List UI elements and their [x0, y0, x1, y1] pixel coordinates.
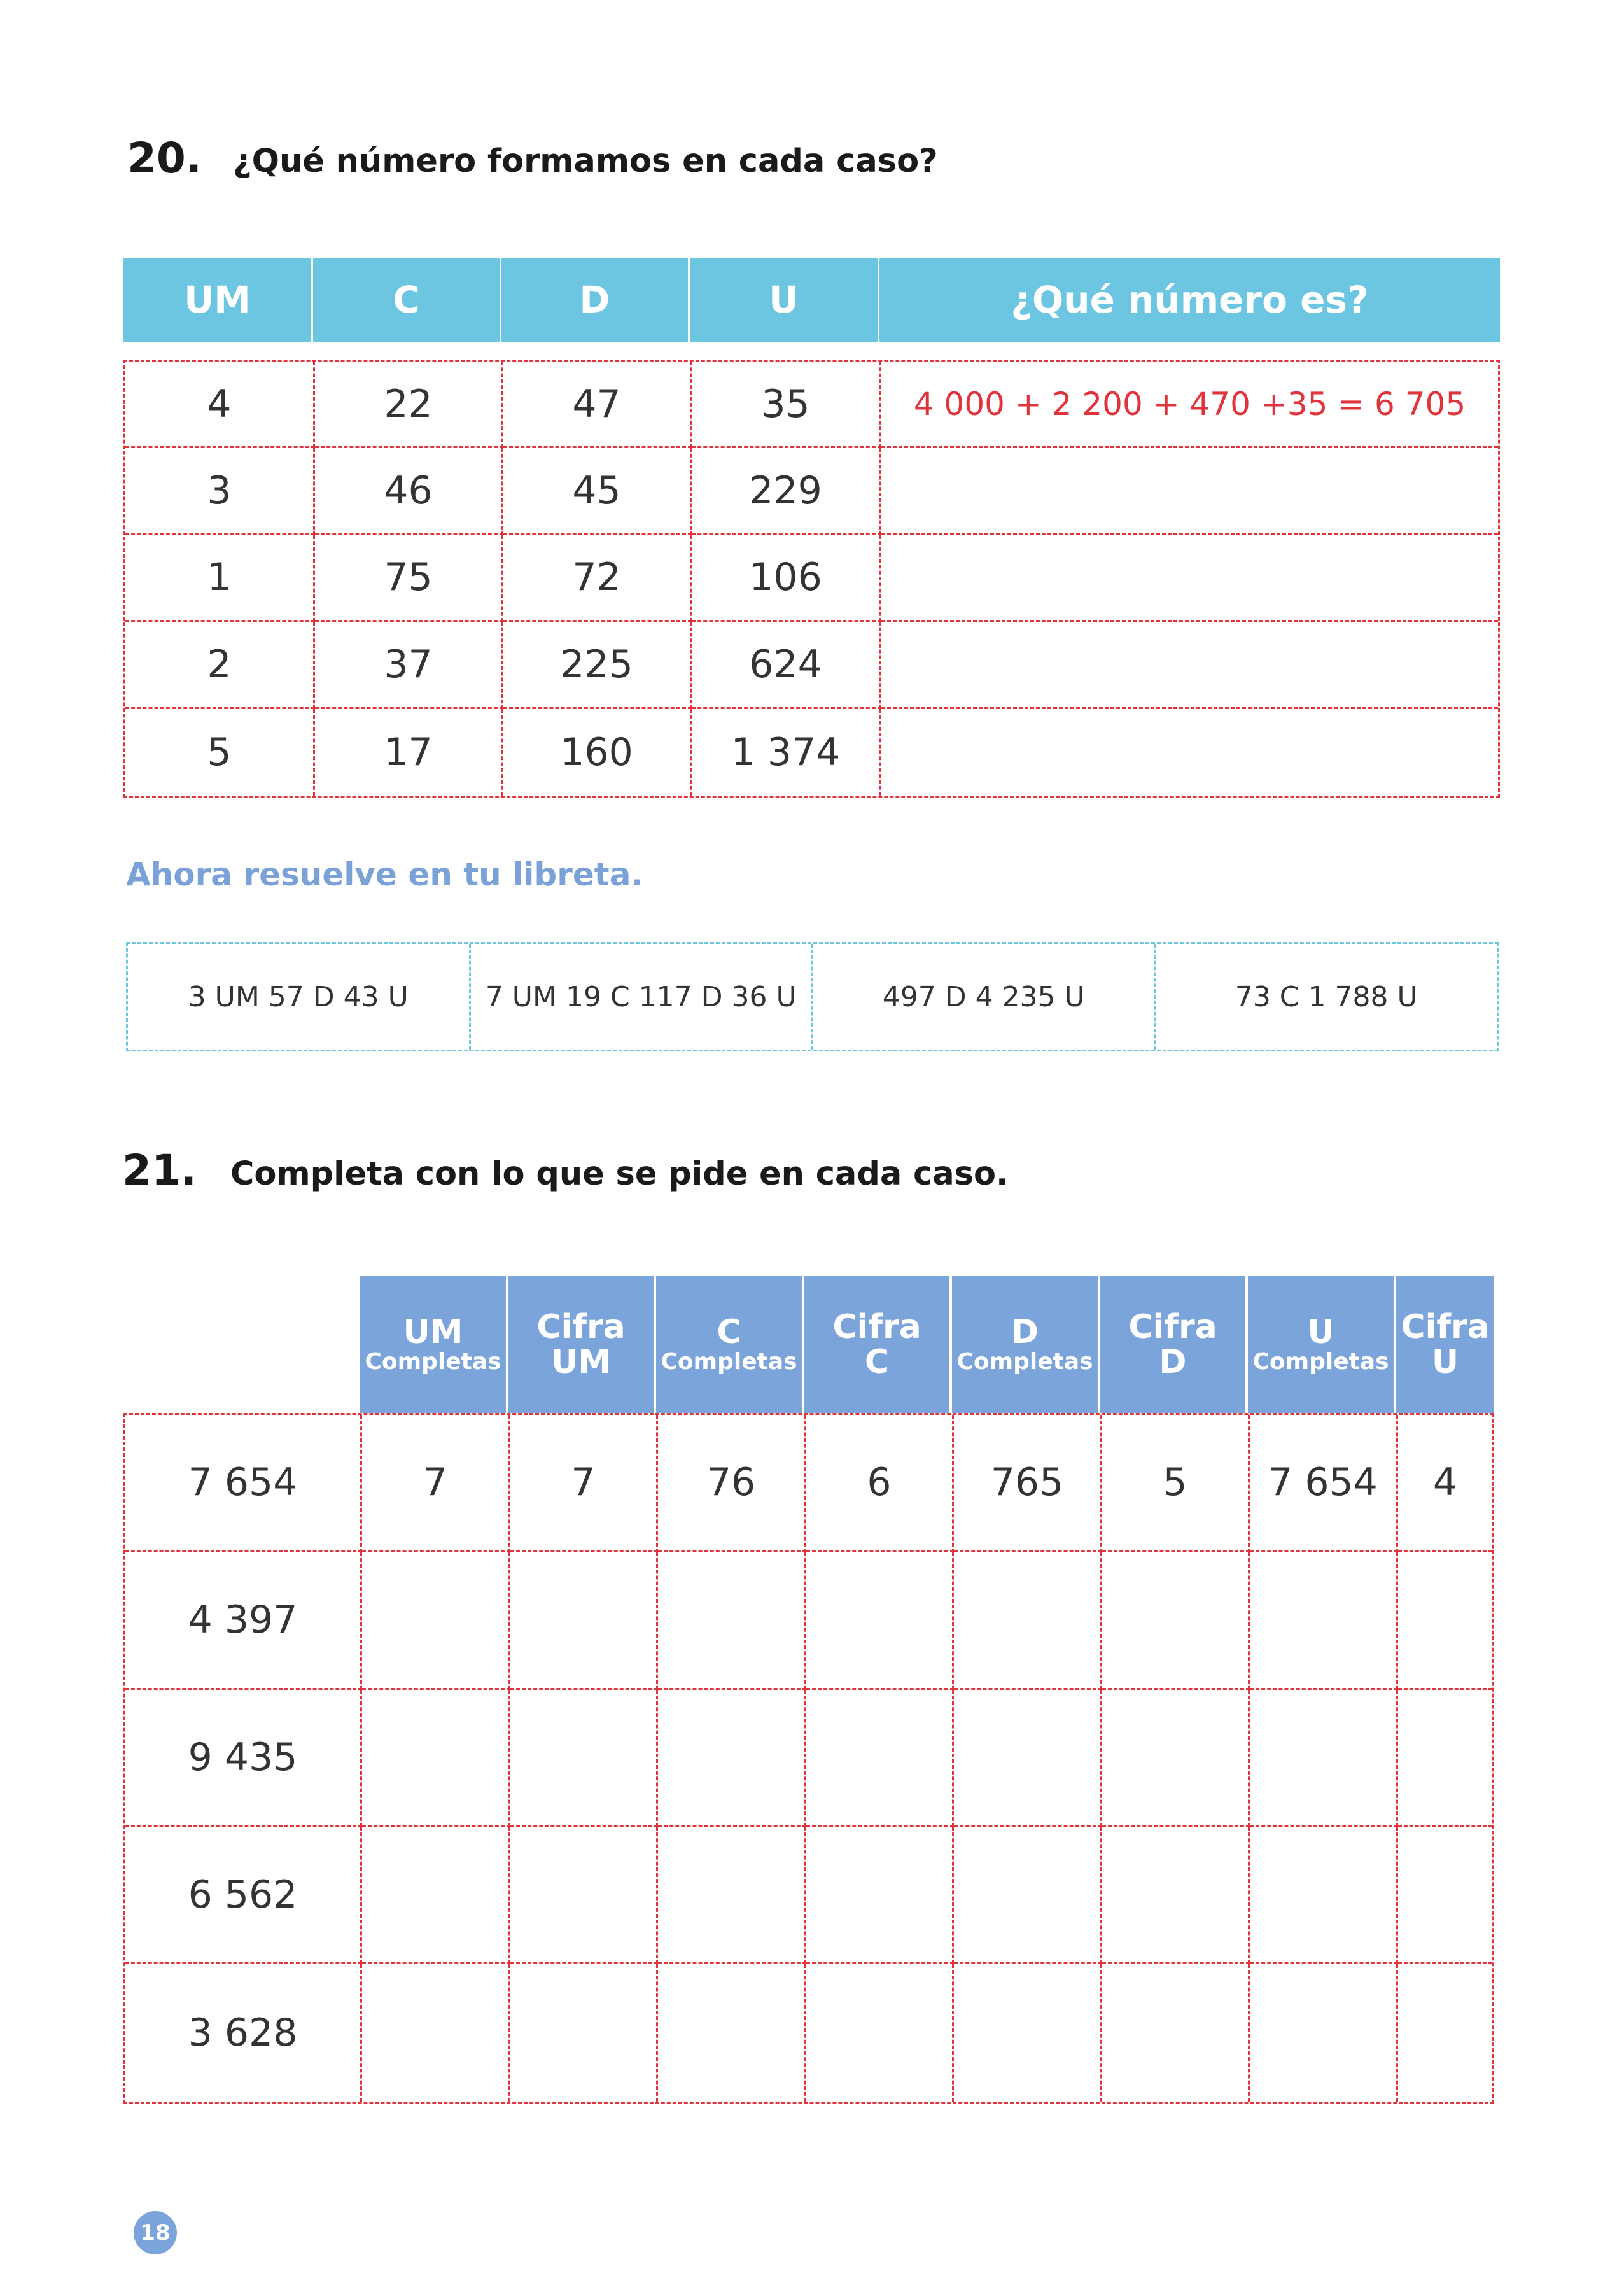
answer-cell[interactable]: 4 000 + 2 200 + 470 +35 = 6 705	[881, 362, 1498, 448]
answer-cell[interactable]: 7	[362, 1415, 510, 1552]
notebook-item: 497 D 4 235 U	[813, 944, 1156, 1050]
table-cell: 75	[315, 535, 503, 622]
table-cell: 22	[315, 362, 503, 448]
exercise-20-table	[123, 360, 1500, 798]
answer-cell[interactable]	[1250, 1964, 1398, 2102]
table-cell: 37	[315, 622, 503, 708]
answer-cell[interactable]	[881, 622, 1498, 708]
answer-cell[interactable]	[1250, 1827, 1398, 1964]
table-cell: 35	[692, 362, 881, 448]
table-cell: 1	[125, 535, 315, 622]
table-cell: 160	[503, 709, 692, 796]
header-u: U	[690, 258, 879, 342]
exercise-21-prompt: Completa con lo que se pide en cada caso.	[230, 1155, 1009, 1193]
header-d-completas: D Completas	[952, 1276, 1098, 1413]
answer-cell[interactable]	[1102, 1827, 1250, 1964]
answer-cell[interactable]	[881, 448, 1498, 535]
answer-cell[interactable]	[362, 1690, 510, 1827]
notebook-subtitle: Ahora resuelve en tu libreta.	[126, 856, 643, 893]
header-um-completas: UM Completas	[360, 1276, 506, 1413]
answer-cell[interactable]	[954, 1552, 1102, 1690]
header-u-completas: U Completas	[1248, 1276, 1394, 1413]
table-cell: 225	[503, 622, 692, 708]
answer-cell[interactable]: 5	[1102, 1415, 1250, 1552]
exercise-21-number: 21.	[122, 1146, 197, 1195]
answer-cell[interactable]	[362, 1964, 510, 2102]
answer-cell[interactable]: 765	[954, 1415, 1102, 1552]
header-cifra-c: Cifra C	[804, 1276, 949, 1413]
table-cell: 1 374	[692, 709, 881, 796]
answer-cell[interactable]	[806, 1964, 954, 2102]
answer-cell[interactable]	[806, 1552, 954, 1690]
answer-cell[interactable]	[954, 1827, 1102, 1964]
table-cell: 46	[315, 448, 503, 535]
exercise-21-table	[123, 1413, 1494, 2104]
table-cell: 72	[503, 535, 692, 622]
header-c: C	[313, 258, 501, 342]
answer-cell[interactable]	[658, 1690, 806, 1827]
answer-cell[interactable]	[1398, 1690, 1492, 1827]
answer-cell[interactable]	[954, 1690, 1102, 1827]
answer-cell[interactable]	[806, 1827, 954, 1964]
answer-cell[interactable]	[881, 535, 1498, 622]
table-cell: 3	[125, 448, 315, 535]
header-que-numero: ¿Qué número es?	[1011, 278, 1369, 321]
table-cell: 47	[503, 362, 692, 448]
page-number: 18	[134, 2211, 177, 2254]
answer-cell[interactable]: 4	[1398, 1415, 1492, 1552]
exercise-20-table-header	[123, 258, 1500, 342]
answer-cell[interactable]	[1398, 1552, 1492, 1690]
answer-cell[interactable]	[1398, 1827, 1492, 1964]
answer-cell[interactable]	[1102, 1690, 1250, 1827]
answer-cell[interactable]	[510, 1827, 658, 1964]
answer-cell[interactable]	[658, 1964, 806, 2102]
table-cell: 624	[692, 622, 881, 708]
answer-cell[interactable]: 7 654	[1250, 1415, 1398, 1552]
table-cell: 45	[503, 448, 692, 535]
answer-cell[interactable]	[1102, 1552, 1250, 1690]
answer-cell[interactable]	[658, 1827, 806, 1964]
exercise-20-number: 20.	[127, 134, 202, 183]
header-um: UM	[123, 258, 313, 342]
answer-cell[interactable]: 76	[658, 1415, 806, 1552]
answer-cell[interactable]: 7	[510, 1415, 658, 1552]
answer-cell[interactable]: 6	[806, 1415, 954, 1552]
notebook-items-box	[126, 942, 1499, 1051]
answer-cell[interactable]	[1398, 1964, 1492, 2102]
number-cell: 3 628	[125, 1964, 362, 2102]
header-d: D	[501, 258, 690, 342]
answer-cell[interactable]	[806, 1690, 954, 1827]
table-cell: 17	[315, 709, 503, 796]
number-cell: 9 435	[125, 1690, 362, 1827]
number-cell: 6 562	[125, 1827, 362, 1964]
notebook-item: 7 UM 19 C 117 D 36 U	[471, 944, 814, 1050]
answer-cell[interactable]	[362, 1827, 510, 1964]
number-cell: 7 654	[125, 1415, 362, 1552]
answer-cell[interactable]	[1250, 1690, 1398, 1827]
answer-cell[interactable]	[510, 1552, 658, 1690]
notebook-item: 3 UM 57 D 43 U	[128, 944, 471, 1050]
answer-cell[interactable]	[658, 1552, 806, 1690]
answer-cell[interactable]	[510, 1690, 658, 1827]
header-cifra-um: Cifra UM	[508, 1276, 654, 1413]
table-cell: 106	[692, 535, 881, 622]
table-cell: 229	[692, 448, 881, 535]
header-cifra-d: Cifra D	[1100, 1276, 1245, 1413]
answer-cell[interactable]	[954, 1964, 1102, 2102]
answer-cell[interactable]	[1250, 1552, 1398, 1690]
answer-cell[interactable]	[510, 1964, 658, 2102]
header-c-completas: C Completas	[656, 1276, 802, 1413]
answer-cell[interactable]	[362, 1552, 510, 1690]
exercise-20-prompt: ¿Qué número formamos en cada caso?	[233, 143, 938, 180]
number-cell: 4 397	[125, 1552, 362, 1690]
answer-cell[interactable]	[881, 709, 1498, 796]
table-cell: 4	[125, 362, 315, 448]
table-cell: 5	[125, 709, 315, 796]
notebook-item: 73 C 1 788 U	[1235, 980, 1418, 1013]
table-cell: 2	[125, 622, 315, 708]
header-cifra-u: Cifra U	[1396, 1276, 1494, 1413]
answer-cell[interactable]	[1102, 1964, 1250, 2102]
